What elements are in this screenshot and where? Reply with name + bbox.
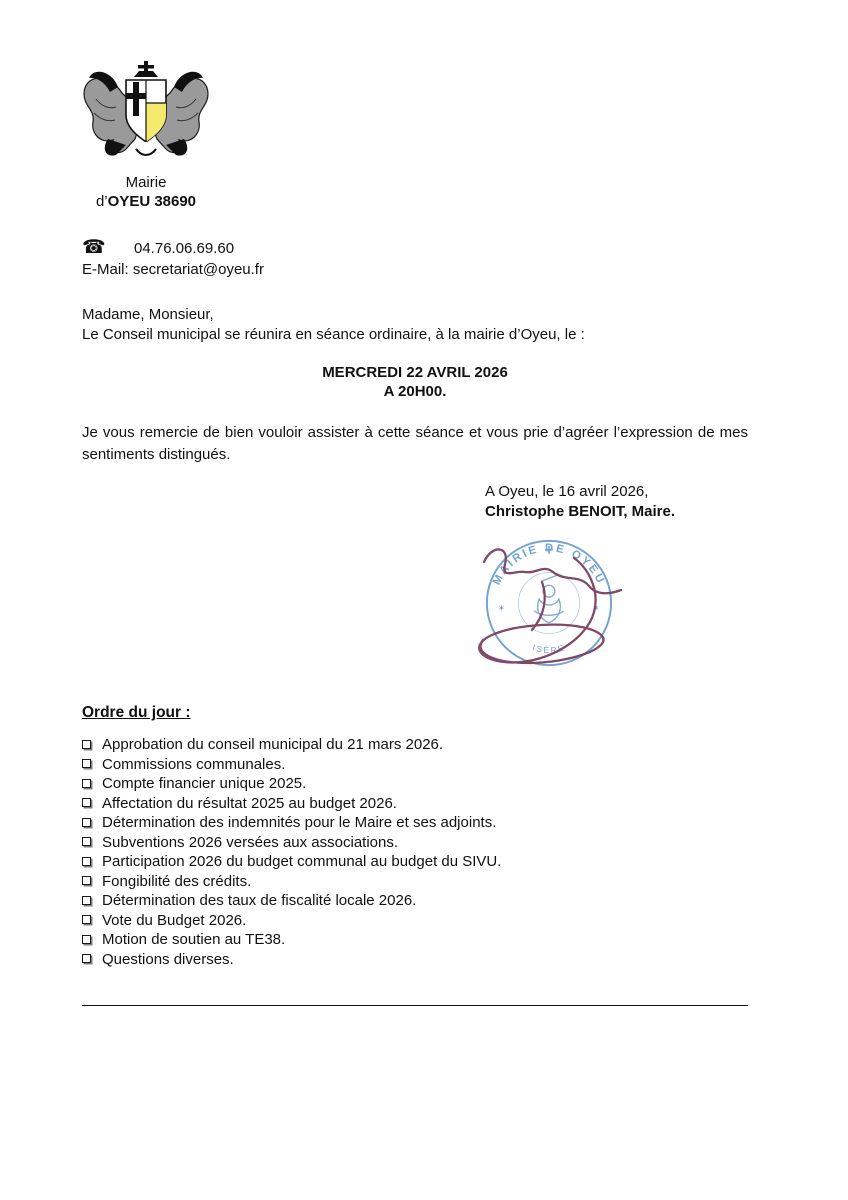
salutation-block (82, 305, 748, 345)
checkbox-bullet (82, 857, 91, 866)
agenda-title: Ordre du jour : (82, 704, 191, 721)
agenda-item (82, 930, 748, 950)
checkbox-bullet (82, 837, 91, 846)
agenda-item-text: Affectation du résultat 2025 au budget 2026. (102, 794, 397, 812)
organisation-name (58, 173, 234, 211)
agenda-item (82, 833, 748, 853)
agenda-item-text: Détermination des taux de fiscalité locale 2026. (102, 892, 417, 909)
checkbox-bullet (82, 935, 91, 944)
email-address: secretariat@oyeu.fr (132, 261, 264, 278)
checkbox-bullet (82, 896, 91, 905)
phone-number: 04.76.06.69.60 (134, 240, 235, 257)
agenda-item-text: Approbation du conseil municipal du 21 mars 2026. (102, 736, 444, 753)
checkbox-bullet (82, 876, 91, 885)
agenda-item-text: Motion de soutien au TE38. (102, 931, 286, 948)
closing-paragraph: Je vous remercie de bien vouloir assister à cette séance et vous prie d’agréer l’expression de mes sentiments distingués. (82, 424, 748, 463)
checkbox-bullet (82, 798, 91, 807)
contact-block (82, 237, 748, 280)
agenda-item (82, 911, 748, 931)
agenda-item (82, 735, 748, 755)
place-and-date: A Oyeu, le 16 avril 2026, (485, 483, 649, 500)
phone-icon: ☎ (82, 237, 106, 258)
checkbox-bullet (82, 779, 91, 788)
checkbox-bullet (82, 915, 91, 924)
signature (454, 538, 652, 700)
meeting-block (82, 363, 748, 401)
agenda-item-text: Détermination des indemnités pour le Maire et ses adjoints. (102, 814, 497, 831)
agenda-list (82, 735, 748, 969)
agenda-item-text: Subventions 2026 versées aux associations. (102, 833, 399, 851)
signatory-name: Christophe BENOIT, Maire. (485, 503, 676, 520)
checkbox-bullet (82, 759, 91, 768)
stamp-star-left: ✶ (497, 602, 506, 613)
agenda-item (82, 755, 748, 775)
agenda-item (82, 950, 748, 970)
signature-block (485, 482, 748, 522)
agenda-item-text: Vote du Budget 2026. (102, 911, 247, 929)
footer-divider (82, 1005, 748, 1006)
agenda-item (82, 872, 748, 892)
checkbox-bullet (82, 954, 91, 963)
meeting-time: A 20H00. (383, 383, 447, 400)
agenda-item-text: Commissions communales. (102, 755, 286, 773)
agenda-item (82, 852, 748, 872)
checkbox-bullet (82, 740, 91, 749)
agenda-section (82, 704, 748, 969)
agenda-item-text: Fongibilité des crédits. (102, 872, 252, 890)
coat-of-arms (76, 58, 216, 170)
stamp-top-text: MAIRIE DE OYEU (490, 542, 608, 588)
stamp-star-right: ✶ (592, 602, 600, 613)
phone-row (82, 237, 748, 259)
org-line2: d’OYEU 38690 (95, 193, 197, 210)
email-row (82, 259, 748, 280)
stamp-bottom-text: ISÈRE (531, 642, 567, 656)
stamp-area (82, 522, 748, 704)
agenda-item-text: Compte financier unique 2025. (102, 775, 307, 792)
intro-line: Le Conseil municipal se réunira en séance ordinaire, à la mairie d’Oyeu, le : (82, 326, 585, 343)
org-line1: Mairie (125, 174, 167, 191)
agenda-item (82, 891, 748, 911)
agenda-item (82, 813, 748, 833)
agenda-item-text: Participation 2026 du budget communal au budget du SIVU. (102, 853, 502, 870)
agenda-item (82, 774, 748, 794)
checkbox-bullet (82, 818, 91, 827)
salutation: Madame, Monsieur, (82, 306, 214, 323)
agenda-item (82, 794, 748, 814)
agenda-item-text: Questions diverses. (102, 950, 234, 968)
email-label: E-Mail: (82, 261, 129, 278)
meeting-date: MERCREDI 22 AVRIL 2026 (322, 364, 508, 381)
